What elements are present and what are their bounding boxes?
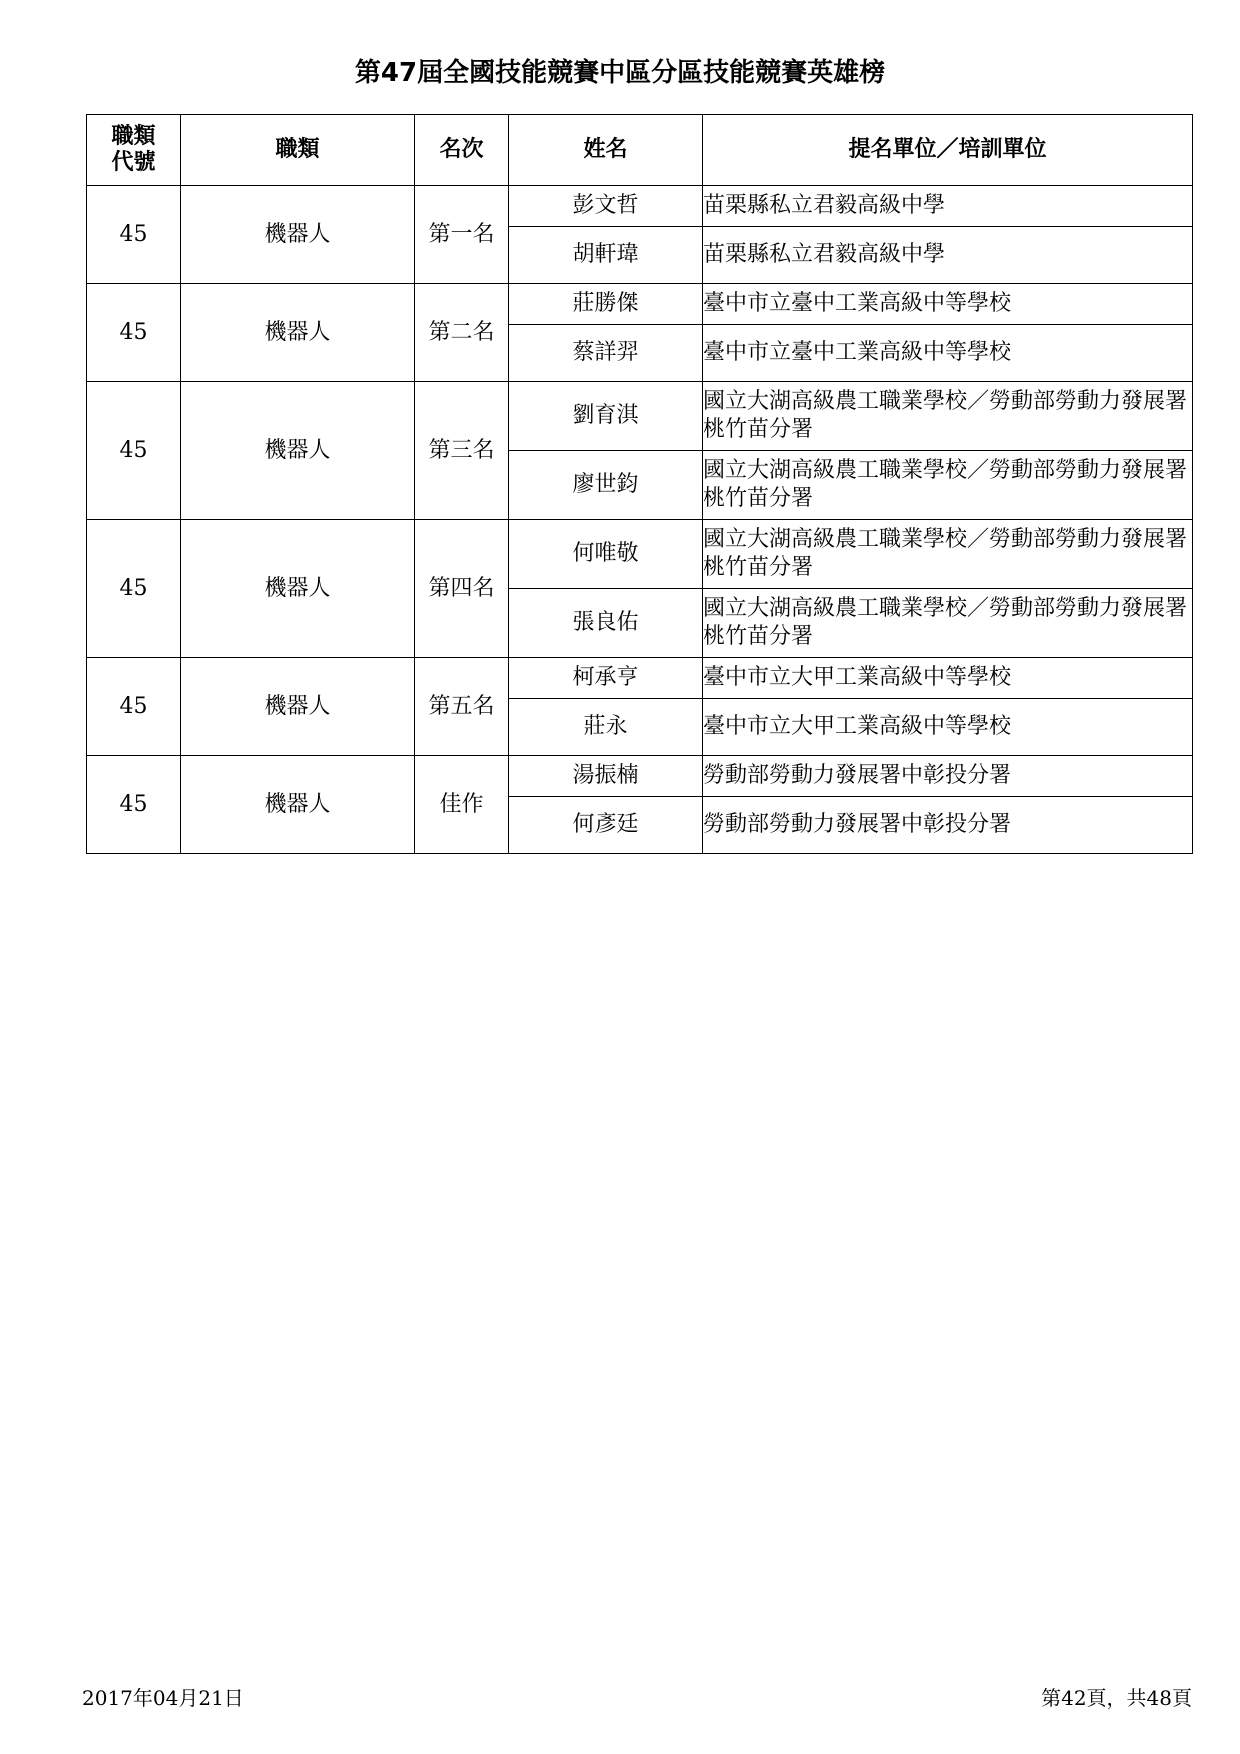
table-row [87, 756, 1193, 797]
nominating-unit-cell: 國立大湖高級農工職業學校／勞動部勞動力發展署桃竹苗分署 [703, 451, 1193, 520]
competitor-name-cell: 湯振楠 [509, 756, 703, 797]
competitor-name-cell: 何彥廷 [509, 797, 703, 854]
table-header-row [87, 115, 1193, 186]
nominating-unit-cell: 臺中市立臺中工業高級中等學校 [703, 284, 1193, 325]
nominating-unit-cell: 臺中市立大甲工業高級中等學校 [703, 658, 1193, 699]
trade-cell: 機器人 [181, 756, 415, 854]
header-trade: 職類 [181, 115, 415, 186]
trade-code-cell: 45 [87, 382, 181, 520]
trade-code-cell: 45 [87, 756, 181, 854]
trade-code-cell: 45 [87, 284, 181, 382]
nominating-unit-cell: 國立大湖高級農工職業學校／勞動部勞動力發展署桃竹苗分署 [703, 382, 1193, 451]
footer-page-number: 第42頁，共48頁 [1041, 1686, 1192, 1710]
header-name: 姓名 [509, 115, 703, 186]
header-code: 職類 代號 [87, 115, 181, 186]
table-row [87, 186, 1193, 227]
competitor-name-cell: 廖世鈞 [509, 451, 703, 520]
nominating-unit-cell: 勞動部勞動力發展署中彰投分署 [703, 756, 1193, 797]
page-title: 第47屆全國技能競賽中區分區技能競賽英雄榜 [354, 58, 886, 88]
trade-code-cell: 45 [87, 520, 181, 658]
trade-cell: 機器人 [181, 382, 415, 520]
nominating-unit-cell: 國立大湖高級農工職業學校／勞動部勞動力發展署桃竹苗分署 [703, 589, 1193, 658]
table-row [87, 284, 1193, 325]
nominating-unit-cell: 國立大湖高級農工職業學校／勞動部勞動力發展署桃竹苗分署 [703, 520, 1193, 589]
rank-cell: 第二名 [415, 284, 509, 382]
results-table [86, 114, 1193, 854]
rank-cell: 佳作 [415, 756, 509, 854]
header-rank: 名次 [415, 115, 509, 186]
trade-cell: 機器人 [181, 520, 415, 658]
nominating-unit-cell: 臺中市立臺中工業高級中等學校 [703, 325, 1193, 382]
competitor-name-cell: 劉育淇 [509, 382, 703, 451]
competitor-name-cell: 蔡詳羿 [509, 325, 703, 382]
competitor-name-cell: 彭文哲 [509, 186, 703, 227]
competitor-name-cell: 胡軒瑋 [509, 227, 703, 284]
footer-date: 2017年04月21日 [82, 1686, 244, 1710]
competitor-name-cell: 莊永 [509, 699, 703, 756]
trade-cell: 機器人 [181, 186, 415, 284]
competitor-name-cell: 何唯敬 [509, 520, 703, 589]
rank-cell: 第四名 [415, 520, 509, 658]
table-body [87, 186, 1193, 854]
rank-cell: 第五名 [415, 658, 509, 756]
nominating-unit-cell: 勞動部勞動力發展署中彰投分署 [703, 797, 1193, 854]
header-unit: 提名單位／培訓單位 [703, 115, 1193, 186]
trade-cell: 機器人 [181, 284, 415, 382]
nominating-unit-cell: 苗栗縣私立君毅高級中學 [703, 227, 1193, 284]
competitor-name-cell: 莊勝傑 [509, 284, 703, 325]
rank-cell: 第一名 [415, 186, 509, 284]
competitor-name-cell: 張良佑 [509, 589, 703, 658]
table-row [87, 382, 1193, 451]
table-row [87, 520, 1193, 589]
trade-code-cell: 45 [87, 186, 181, 284]
trade-cell: 機器人 [181, 658, 415, 756]
nominating-unit-cell: 臺中市立大甲工業高級中等學校 [703, 699, 1193, 756]
competitor-name-cell: 柯承亨 [509, 658, 703, 699]
nominating-unit-cell: 苗栗縣私立君毅高級中學 [703, 186, 1193, 227]
trade-code-cell: 45 [87, 658, 181, 756]
rank-cell: 第三名 [415, 382, 509, 520]
table-row [87, 658, 1193, 699]
